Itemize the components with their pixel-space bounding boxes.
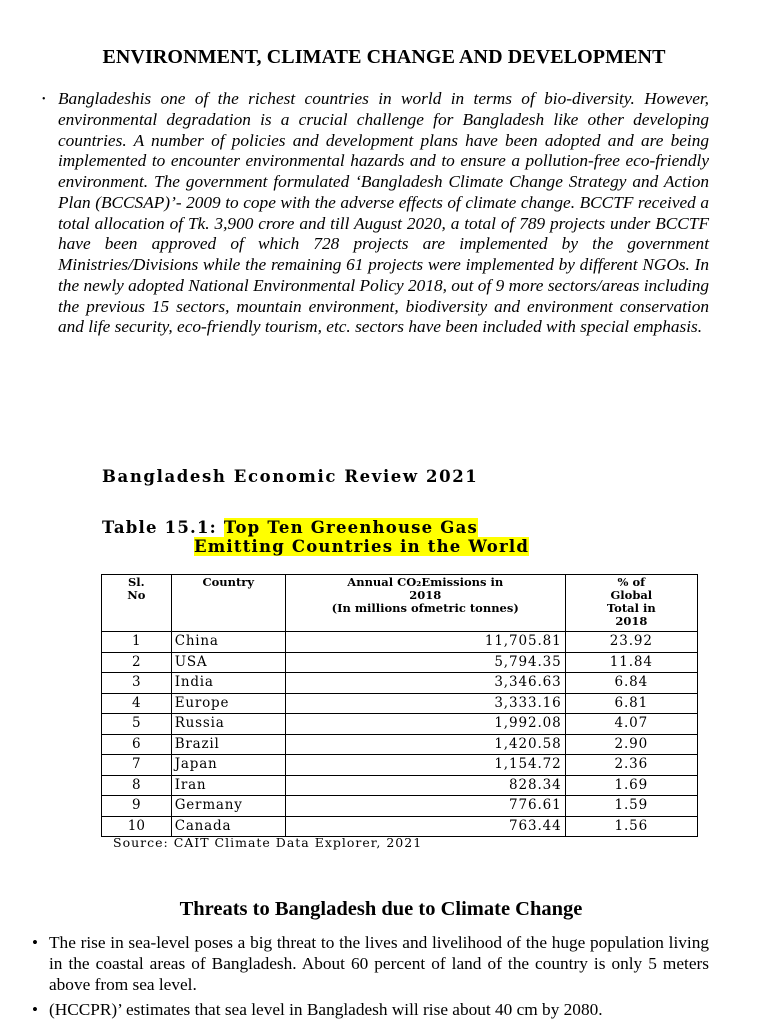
- bullet-dot-icon: •: [32, 933, 38, 952]
- cell-emissions: 1,154.72: [285, 755, 565, 776]
- header-sl-line1: Sl.: [128, 575, 145, 589]
- cell-pct: 11.84: [565, 652, 697, 673]
- table-row: [102, 632, 698, 653]
- cell-emissions: 11,705.81: [285, 632, 565, 653]
- header-emissions-line2: 2018: [409, 588, 442, 602]
- cell-sl: 1: [102, 632, 172, 653]
- review-title: Bangladesh Economic Review 2021: [102, 467, 479, 486]
- cell-pct: 1.59: [565, 796, 697, 817]
- list-item-text: The rise in sea-level poses a big threat to the lives and livelihood of the huge population living in the coastal areas of Bangladesh. About 60 percent of land of the country is only 5 meters above from sea level.: [49, 933, 709, 994]
- header-emissions-line1: Annual CO₂Emissions in: [347, 575, 504, 589]
- list-item: [32, 1000, 709, 1021]
- header-pct-line1: % of: [617, 575, 646, 589]
- table-row: [102, 816, 698, 837]
- cell-pct: 23.92: [565, 632, 697, 653]
- header-pct-line4: 2018: [615, 614, 648, 628]
- table-title-line2: Emitting Countries in the World: [194, 537, 530, 556]
- cell-pct: 6.81: [565, 693, 697, 714]
- table-label: Table 15.1:: [102, 518, 224, 537]
- cell-sl: 10: [102, 816, 172, 837]
- cell-country: Canada: [171, 816, 285, 837]
- cell-emissions: 3,333.16: [285, 693, 565, 714]
- table-row: [102, 734, 698, 755]
- page-title: ENVIRONMENT, CLIMATE CHANGE AND DEVELOPMENT: [102, 46, 666, 68]
- cell-pct: 1.56: [565, 816, 697, 837]
- cell-pct: 2.36: [565, 755, 697, 776]
- cell-sl: 3: [102, 673, 172, 694]
- cell-country: Iran: [171, 775, 285, 796]
- intro-bullet: •: [42, 94, 46, 105]
- table-row: [102, 755, 698, 776]
- header-pct-line2: Global: [610, 588, 653, 602]
- bullet-dot-icon: •: [32, 1000, 38, 1020]
- cell-sl: 2: [102, 652, 172, 673]
- table-body: [102, 632, 698, 837]
- header-country: [171, 575, 285, 632]
- table-source: Source: CAIT Climate Data Explorer, 2021: [113, 835, 423, 850]
- table-row: [102, 775, 698, 796]
- threats-heading: Threats to Bangladesh due to Climate Change: [179, 898, 583, 920]
- table-row: [102, 673, 698, 694]
- cell-country: Europe: [171, 693, 285, 714]
- table-title-line1: Top Ten Greenhouse Gas: [223, 518, 478, 537]
- cell-pct: 1.69: [565, 775, 697, 796]
- header-emissions-line3: (In millions ofmetric tonnes): [331, 601, 519, 615]
- cell-country: Japan: [171, 755, 285, 776]
- cell-sl: 8: [102, 775, 172, 796]
- cell-sl: 6: [102, 734, 172, 755]
- cell-country: India: [171, 673, 285, 694]
- header-country-label: Country: [202, 575, 255, 589]
- header-sl: [102, 575, 172, 632]
- table-caption: [102, 518, 529, 556]
- emissions-table: [101, 574, 698, 837]
- cell-sl: 7: [102, 755, 172, 776]
- table-row: [102, 693, 698, 714]
- cell-emissions: 763.44: [285, 816, 565, 837]
- header-sl-line2: No: [127, 588, 146, 602]
- table-row: [102, 652, 698, 673]
- cell-country: USA: [171, 652, 285, 673]
- cell-sl: 9: [102, 796, 172, 817]
- cell-sl: 4: [102, 693, 172, 714]
- cell-emissions: 5,794.35: [285, 652, 565, 673]
- cell-pct: 4.07: [565, 714, 697, 735]
- threats-list: [32, 933, 709, 1026]
- cell-pct: 2.90: [565, 734, 697, 755]
- intro-paragraph: Bangladeshis one of the richest countries in world in terms of bio-diversity. However, environmental degradation is a crucial challenge for Bangladesh like other developing countries. A number of policies and development plans have been adopted and are being implemented to encounter environmental hazards and to ensure a pollution-free eco-friendly environment. The government formulated ‘Bangladesh Climate Change Strategy and Action Plan (BCCSAP)’- 2009 to cope with the adverse effects of climate change. BCCTF received a total allocation of Tk. 3,900 crore and till August 2020, a total of 789 projects under BCCTF have been approved of which 728 projects are implemented by the government Ministries/Divisions while the remaining 61 projects were implemented by different NGOs. In the newly adopted National Environmental Policy 2018, out of 9 more sectors/areas including the previous 15 sectors, mountain environment, biodiversity and environment conservation and life security, eco-friendly tourism, etc. sectors have been included with special emphasis.: [58, 89, 709, 337]
- table-row: [102, 714, 698, 735]
- table-row: [102, 796, 698, 817]
- cell-country: Brazil: [171, 734, 285, 755]
- cell-country: China: [171, 632, 285, 653]
- cell-country: Germany: [171, 796, 285, 817]
- list-item-text: (HCCPR)’ estimates that sea level in Bangladesh will rise about 40 cm by 2080.: [49, 1000, 603, 1020]
- table-header-row: [102, 575, 698, 632]
- cell-pct: 6.84: [565, 673, 697, 694]
- cell-emissions: 828.34: [285, 775, 565, 796]
- cell-country: Russia: [171, 714, 285, 735]
- cell-emissions: 1,420.58: [285, 734, 565, 755]
- cell-emissions: 1,992.08: [285, 714, 565, 735]
- header-pct-line3: Total in: [606, 601, 656, 615]
- header-emissions: [285, 575, 565, 632]
- cell-emissions: 776.61: [285, 796, 565, 817]
- cell-emissions: 3,346.63: [285, 673, 565, 694]
- header-pct: [565, 575, 697, 632]
- cell-sl: 5: [102, 714, 172, 735]
- list-item: [32, 933, 709, 995]
